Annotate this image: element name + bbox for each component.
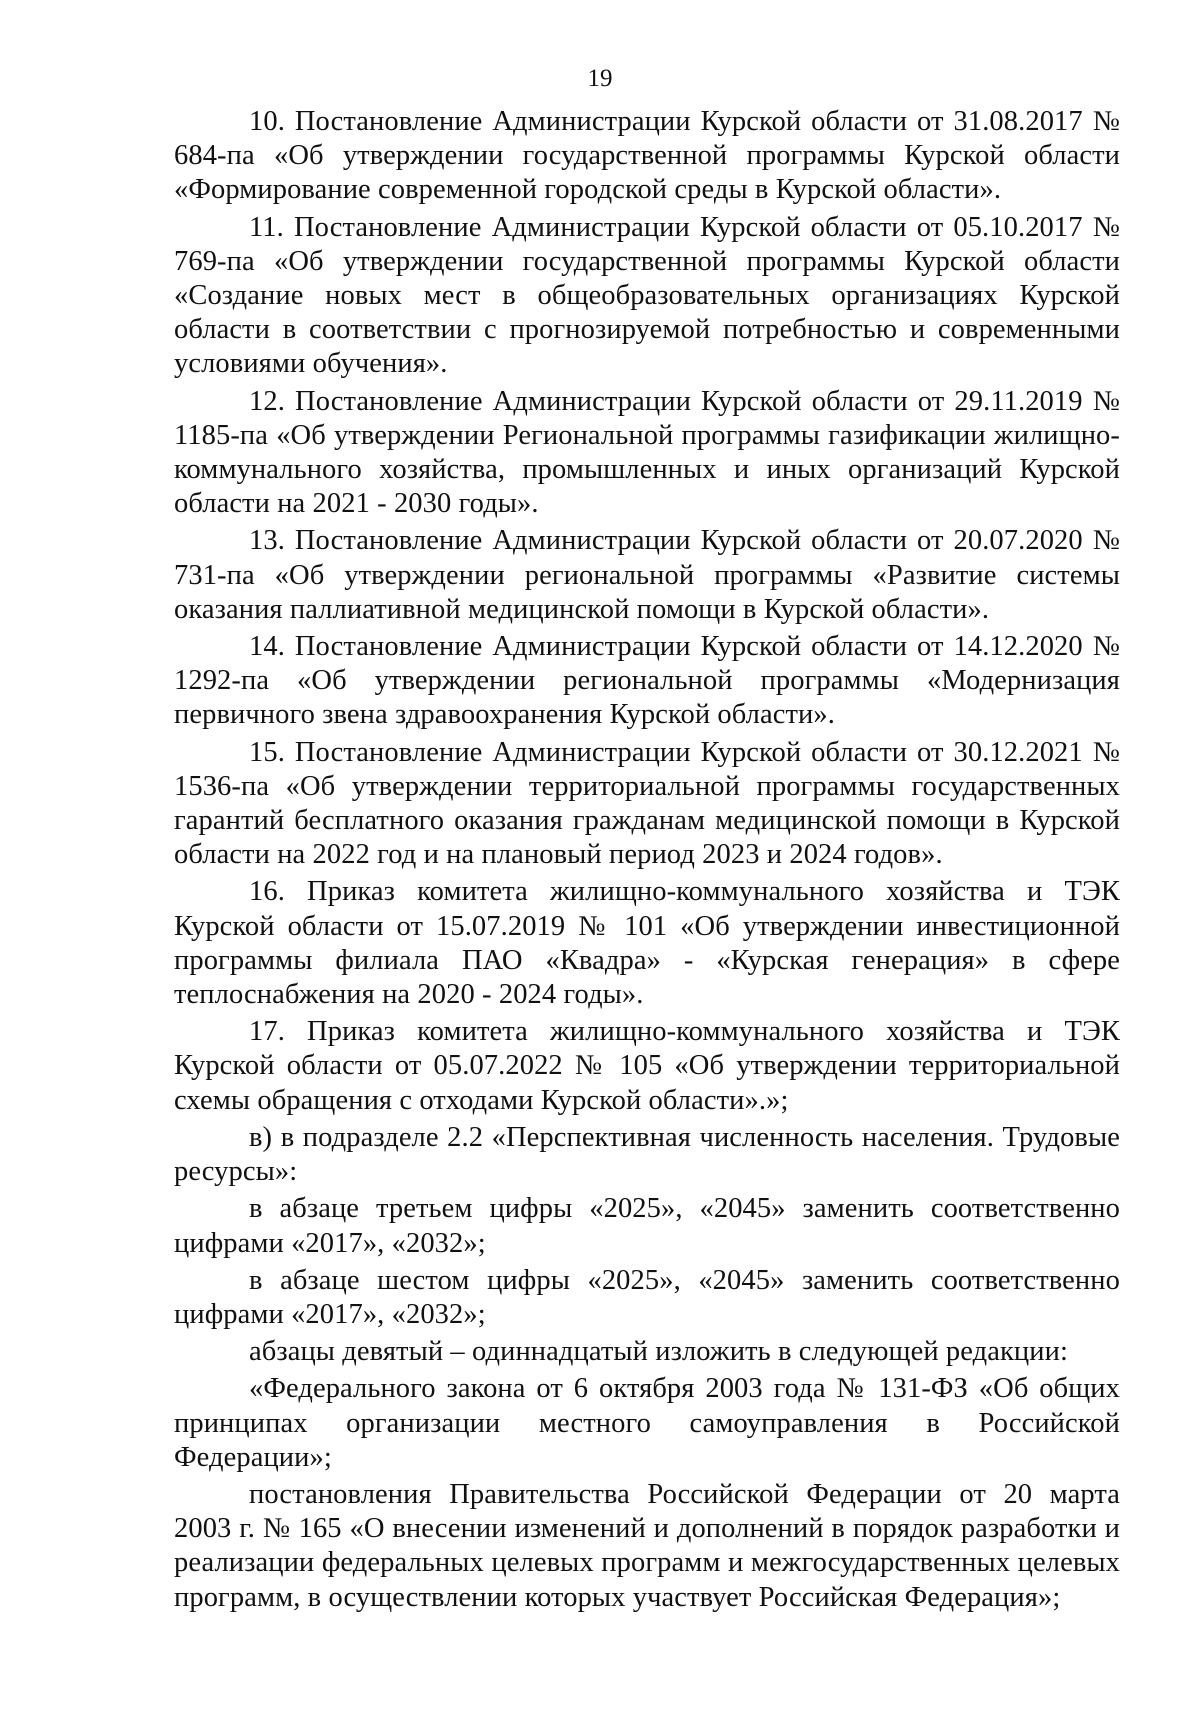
paragraph-item-15: 15. Постановление Администрации Курской области от 30.12.2021 № 1536-па «Об утверждении территориальной программы государственных гарантий бесплатного оказания гражданам медицинской помощи в Курской области на 2022 год и на плановый период 2023 и 2024 годов».	[174, 736, 1120, 871]
paragraph-third-abzac: в абзаце третьем цифры «2025», «2045» заменить соответственно цифрами «2017», «2032»;	[174, 1193, 1120, 1259]
paragraph-item-16: 16. Приказ комитета жилищно-коммунального хозяйства и ТЭК Курской области от 15.07.2019 № 101 «Об утверждении инвестиционной программы филиала ПАО «Квадра» - «Курская генерация» в сфере теплоснабжения на 2020 - 2024 годы».	[174, 876, 1120, 1011]
paragraph-ninth-eleventh: абзацы девятый – одиннадцатый изложить в следующей редакции:	[249, 1336, 1068, 1368]
paragraph-government-decree: постановления Правительства Российской Федерации от 20 марта 2003 г. № 165 «О внесении изменений и дополнений в порядок разработки и реализации федеральных целевых программ и межгосударственных целевых программ, в осуществлении которых участвует Российская Федерация»;	[174, 1478, 1120, 1613]
paragraph-sixth-abzac: в абзаце шестом цифры «2025», «2045» заменить соответственно цифрами «2017», «2032»;	[174, 1264, 1120, 1330]
paragraph-item-10: 10. Постановление Администрации Курской области от 31.08.2017 № 684-па «Об утверждении государственной программы Курской области «Формирование современной городской среды в Курской области».	[174, 106, 1120, 206]
paragraph-item-17: 17. Приказ комитета жилищно-коммунального хозяйства и ТЭК Курской области от 05.07.2022 № 105 «Об утверждении территориальной схемы обращения с отходами Курской области».»;	[174, 1016, 1120, 1116]
paragraph-item-11: 11. Постановление Администрации Курской области от 05.10.2017 № 769-па «Об утверждении государственной программы Курской области «Создание новых мест в общеобразовательных организациях Курской области в соответствии с прогнозируемой потребностью и современными условиями обучения».	[174, 211, 1120, 380]
document-body	[174, 105, 1120, 1618]
paragraph-item-12: 12. Постановление Администрации Курской области от 29.11.2019 № 1185-па «Об утверждении Региональной программы газификации жилищно-коммунального хозяйства, промышленных и иных организаций Курской области на 2021 - 2030 годы».	[174, 385, 1120, 520]
paragraph-subsection-2-2: в) в подразделе 2.2 «Перспективная численность населения. Трудовые ресурсы»:	[174, 1121, 1120, 1188]
paragraph-item-13: 13. Постановление Администрации Курской области от 20.07.2020 № 731-па «Об утверждении региональной программы «Развитие системы оказания паллиативной медицинской помощи в Курской области».	[174, 525, 1120, 625]
page-number: 19	[587, 65, 613, 92]
paragraph-federal-law: «Федерального закона от 6 октября 2003 года № 131-ФЗ «Об общих принципах организации местного самоуправления в Российской Федерации»;	[174, 1373, 1120, 1473]
paragraph-item-14: 14. Постановление Администрации Курской области от 14.12.2020 № 1292-па «Об утверждении региональной программы «Модернизация первичного звена здравоохранения Курской области».	[174, 631, 1120, 731]
